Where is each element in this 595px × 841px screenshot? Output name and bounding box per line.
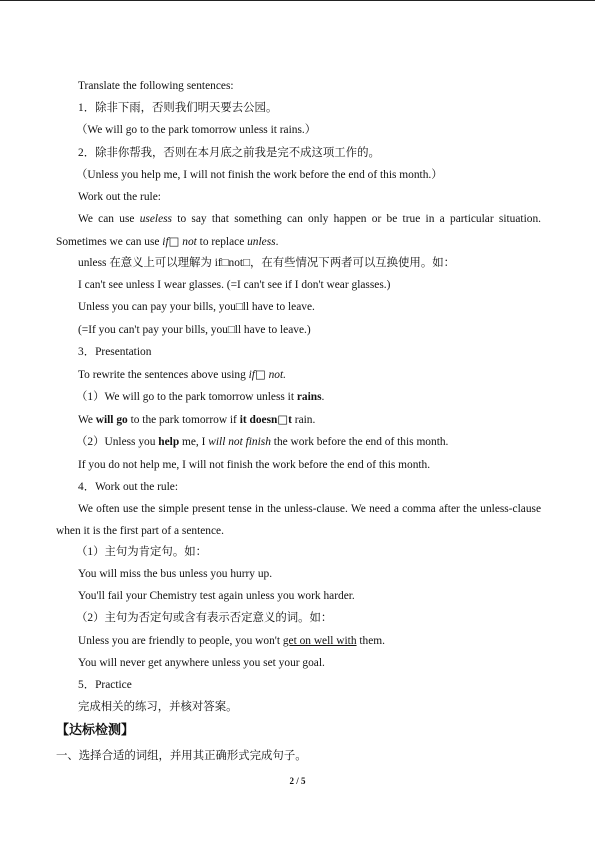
paragraph: [56, 367, 541, 383]
paragraph: unless 在意义上可以理解为 if□not□，在有些情况下两者可以互换使用。如：: [78, 256, 455, 269]
section-heading: 【达标检测】: [56, 723, 135, 739]
text-run: useless: [139, 212, 172, 225]
paragraph: We often use the simple present tense in the unless-clause. We need a comma after the unless-clause when it is the first part of a sentence.: [56, 502, 541, 537]
paragraph: [56, 412, 541, 428]
paragraph: [56, 634, 541, 649]
paragraph: （2）主句为否定句或含有表示否定意义的词。如：: [76, 612, 333, 625]
paragraph: 3．Presentation: [78, 345, 152, 358]
text-run: unless: [247, 235, 276, 248]
text-run: the work before the end of this month.: [270, 436, 449, 449]
paragraph: [56, 390, 541, 405]
paragraph: [56, 435, 541, 450]
text-run: them.: [356, 634, 386, 647]
paragraph: I can't see unless I wear glasses. (=I can't see if I don't wear glasses.): [78, 279, 391, 292]
text-run: t: [288, 414, 292, 427]
paragraph: 完成相关的练习，并核对答案。: [78, 701, 238, 714]
paragraph: [56, 208, 541, 253]
text-run: will go: [95, 414, 128, 427]
paragraph: 1．除非下雨，否则我们明天要去公园。: [78, 102, 278, 115]
text-run: to replace: [196, 235, 248, 248]
paragraph: Work out the rule:: [78, 190, 161, 203]
text-run: it doesn: [239, 414, 278, 427]
text-run: rains: [296, 391, 322, 404]
paragraph: 2．除非你帮我，否则在本月底之前我是完不成这项工作的。: [78, 146, 380, 159]
paragraph: (=If you can't pay your bills, you□ll have to leave.): [78, 323, 311, 336]
paragraph: 一、选择合适的词组，并用其正确形式完成句子。: [56, 750, 307, 763]
text-run: help: [158, 436, 180, 449]
paragraph: （We will go to the park tomorrow unless it rains.）: [76, 124, 317, 137]
text-run: if: [248, 368, 255, 381]
text-run: rain.: [291, 414, 316, 427]
text-run: if: [162, 235, 169, 248]
text-run: me, I: [179, 436, 209, 449]
text-run: to say that something can only happen or be true in a particular situation. Sometimes we can use: [56, 212, 541, 248]
text-run: We: [78, 414, 96, 427]
text-run: （2）Unless you: [76, 436, 159, 449]
text-run: not.: [265, 368, 287, 381]
paragraph: You will never get anywhere unless you set your goal.: [78, 656, 325, 669]
paragraph: （1）主句为肯定句。如：: [76, 545, 207, 558]
top-rule: [0, 0, 595, 1]
underlined-phrase: get on well with: [282, 634, 357, 647]
paragraph: Unless you can pay your bills, you□ll have to leave.: [78, 301, 315, 314]
text-run: □: [168, 233, 180, 248]
paragraph: If you do not help me, I will not finish the work before the end of this month.: [78, 458, 431, 471]
paragraph: （Unless you help me, I will not finish the work before the end of this month.）: [76, 168, 443, 181]
paragraph: You'll fail your Chemistry test again unless you work harder.: [78, 590, 355, 603]
text-run: （1）We will go to the park tomorrow unless it: [76, 391, 297, 404]
text-run: Unless you are friendly to people, you won't: [78, 634, 283, 647]
text-run: will not finish: [208, 436, 271, 449]
text-run: □: [254, 366, 266, 381]
page-number: 2 / 5: [289, 776, 306, 786]
paragraph: Translate the following sentences:: [78, 80, 234, 92]
text-run: To rewrite the sentences above using: [78, 368, 249, 381]
text-run: We can use: [78, 212, 140, 225]
text-run: .: [321, 391, 325, 404]
text-run: □: [277, 412, 289, 427]
text-run: not: [179, 235, 197, 248]
text-run: .: [275, 235, 279, 248]
text-run: to the park tomorrow if: [127, 414, 240, 427]
document-body: [56, 79, 541, 764]
paragraph: 5．Practice: [78, 678, 132, 691]
paragraph: You will miss the bus unless you hurry up.: [78, 568, 273, 580]
paragraph: 4．Work out the rule:: [78, 480, 178, 493]
